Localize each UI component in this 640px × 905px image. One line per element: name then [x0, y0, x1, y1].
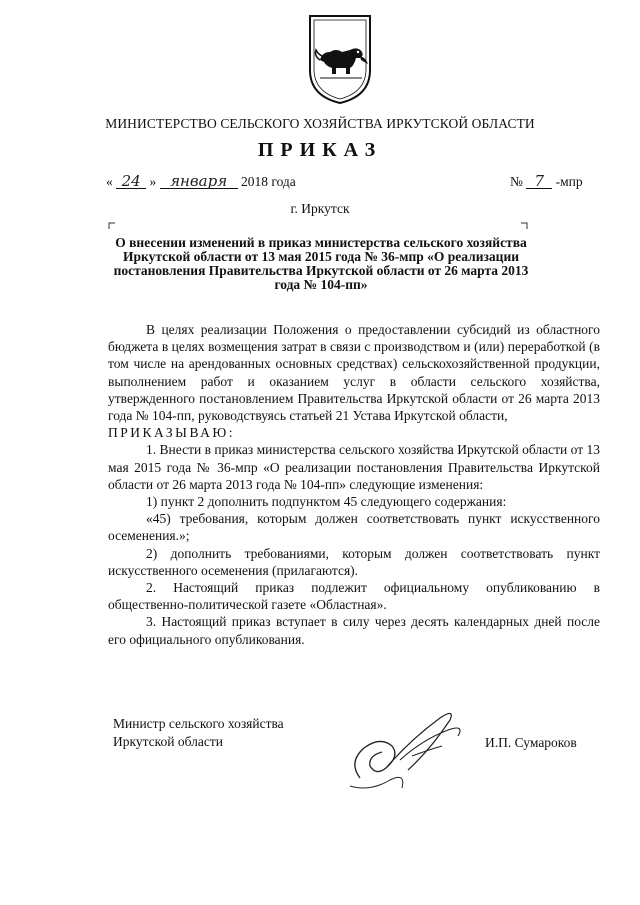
number-value: 7 — [526, 174, 552, 189]
item-3: 3. Настоящий приказ вступает в силу через десять календарных дней после его официального опубликования. — [108, 614, 600, 647]
item-1: 1. Внести в приказ министерства сельского хозяйства Иркутской области от 13 мая 2015 года № 36-мпр «О реализации постановления Правительства Иркутской области от 26 марта 2013 года № 104-пп» следующие изменения: — [108, 442, 600, 492]
document-title: ПРИКАЗ — [257, 139, 383, 161]
number-prefix: № — [510, 174, 523, 189]
date-close-quote: » — [149, 174, 157, 189]
document-body — [108, 321, 600, 648]
item-2: 2. Настоящий приказ подлежит официальному опубликованию в общественно-политической газете «Областная». — [108, 580, 600, 613]
signer-position-line-1: Министр сельского хозяйства — [113, 716, 284, 731]
date-open-quote: « — [106, 174, 113, 189]
date-day: 24 — [116, 174, 146, 189]
orders-keyword: ПРИКАЗЫВАЮ: — [108, 425, 235, 441]
signer-position-line-2: Иркутской области — [113, 734, 224, 749]
right-corner-mark — [520, 222, 528, 230]
ministry-name: МИНИСТЕРСТВО СЕЛЬСКОГО ХОЗЯЙСТВА ИРКУТСКОЙ ОБЛАСТИ — [105, 116, 535, 131]
city: г. Иркутск — [290, 201, 350, 216]
coat-of-arms-emblem — [306, 12, 374, 106]
order-number — [510, 174, 583, 190]
left-corner-mark — [108, 222, 116, 230]
item-1-1: 1) пункт 2 дополнить подпунктом 45 следующего содержания: — [146, 494, 507, 510]
signer-name: И.П. Сумароков — [485, 735, 577, 750]
date-month: января — [160, 174, 238, 189]
date-year: 2018 года — [241, 174, 296, 189]
order-date — [106, 174, 296, 190]
number-suffix: -мпр — [555, 174, 583, 189]
signer-position — [113, 715, 284, 751]
document-heading: О внесении изменений в приказ министерства сельского хозяйства Иркутской области от 13 мая 2015 года № 36-мпр «О реализации постановления Правительства Иркутской области от 26 марта 2013 года № 104-пп» — [113, 235, 529, 292]
item-1-1-quote: «45) требования, которым должен соответствовать пункт искусственного осеменения.»; — [108, 511, 600, 544]
preamble-paragraph: В целях реализации Положения о предоставлении субсидий из областного бюджета в целях возмещения затрат в связи с производством и (или) переработкой (в том числе на арендованных основных средствах) сельскохозяйственной продукции, выполнением работ и оказанием услуг в области сельского хозяйства, утвержденного постановлением Правительства Иркутской области от 26 марта 2013 года № 104-пп, руководствуясь статьей 21 Устава Иркутской области, — [108, 322, 600, 424]
handwritten-signature — [330, 700, 480, 800]
item-1-2: 2) дополнить требованиями, которым должен соответствовать пункт искусственного осеменения (прилагаются). — [108, 545, 600, 578]
